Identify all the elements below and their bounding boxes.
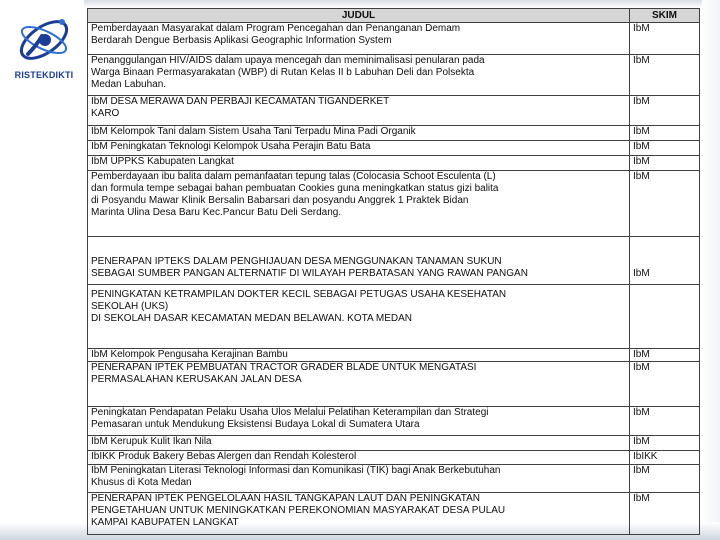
judul-cell: IbM Kerupuk Kulit Ikan Nila [88,436,630,451]
table-row [88,55,700,96]
judul-cell: IbM UPPKS Kabupaten Langkat [88,156,630,171]
table-row [88,141,700,156]
skim-cell: IbIKK [630,451,700,465]
table-row [88,96,700,126]
table-row [88,349,700,362]
skim-cell: IbM [630,126,700,141]
skim-cell: IbM [630,362,700,407]
program-table-container [87,8,700,539]
skim-cell: IbM [630,23,700,55]
judul-cell: IbM Peningkatan Teknologi Kelompok Usaha Perajin Batu Bata [88,141,630,156]
table-row [88,493,700,535]
judul-cell: IbM Kelompok Tani dalam Sistem Usaha Tani Terpadu Mina Padi Organik [88,126,630,141]
ristekdikti-emblem-icon [12,10,76,68]
judul-cell: Pemberdayaan ibu balita dalam pemanfaatan tepung talas (Colocasia Schoot Esculenta (L) dan formula tempe sebagai bahan pembuatan Cookies guna meningkatkan status gizi balita di Posyandu Mawar Klinik Bersalin Babarsari dan posyandu Anggrek 1 Praktek Bidan Marinta Ulina Desa Baru Kec.Pancur Batu Deli Serdang. [88,171,630,237]
skim-cell: IbM [630,55,700,96]
table-row [88,126,700,141]
ristekdikti-logo [12,10,76,86]
skim-cell: IbM [630,493,700,535]
top-shade [0,0,720,8]
table-row [88,436,700,451]
skim-cell: IbM [630,465,700,493]
table-row [88,362,700,407]
table-row [88,285,700,349]
table-row [88,451,700,465]
column-header-skim: SKIM [630,9,700,23]
judul-cell: IbIKK Produk Bakery Bebas Alergen dan Rendah Kolesterol [88,451,630,465]
judul-cell: PENERAPAN IPTEKS DALAM PENGHIJAUAN DESA MENGGUNAKAN TANAMAN SUKUN SEBAGAI SUMBER PANGAN ALTERNATIF DI WILAYAH PERBATASAN YANG RAWAN PANGAN [88,237,630,285]
skim-cell: IbM [630,141,700,156]
skim-cell: IbM [630,407,700,436]
judul-cell: PENINGKATAN KETRAMPILAN DOKTER KECIL SEBAGAI PETUGAS USAHA KESEHATAN SEKOLAH (UKS) DI SEKOLAH DASAR KECAMATAN MEDAN BELAWAN. KOTA MEDAN [88,285,630,349]
skim-cell: IbM [630,96,700,126]
table-row [88,156,700,171]
table-row [88,465,700,493]
table-row [88,407,700,436]
judul-cell: IbM Peningkatan Literasi Teknologi Informasi dan Komunikasi (TIK) bagi Anak Berkebutuhan Khusus di Kota Medan [88,465,630,493]
judul-cell: Peningkatan Pendapatan Pelaku Usaha Ulos Melalui Pelatihan Keterampilan dan Strategi Pemasaran untuk Mendukung Eksistensi Budaya Lokal di Sumatera Utara [88,407,630,436]
skim-cell [630,285,700,349]
judul-cell: Pemberdayaan Masyarakat dalam Program Pencegahan dan Penanganan Demam Berdarah Dengue Berbasis Aplikasi Geographic Information System [88,23,630,55]
judul-cell: IbM DESA MERAWA DAN PERBAJI KECAMATAN TIGANDERKET KARO [88,96,630,126]
table-row [88,171,700,237]
skim-cell: IbM [630,171,700,237]
judul-cell: Penanggulangan HIV/AIDS dalam upaya mencegah dan meminimalisasi penularan pada Warga Binaan Permasyarakatan (WBP) di Rutan Kelas II b Labuhan Deli dan Polsekta Medan Labuhan. [88,55,630,96]
judul-cell: PENERAPAN IPTEK PEMBUATAN TRACTOR GRADER BLADE UNTUK MENGATASI PERMASALAHAN KERUSAKAN JALAN DESA [88,362,630,407]
column-header-judul: JUDUL [88,9,630,23]
skim-cell: IbM [630,436,700,451]
skim-cell: IbM [630,237,700,285]
right-margin [702,0,720,540]
judul-cell: IbM Kelompok Pengusaha Kerajinan Bambu [88,349,630,362]
logo-label: RISTEKDIKTI [14,70,74,80]
judul-cell: PENERAPAN IPTEK PENGELOLAAN HASIL TANGKAPAN LAUT DAN PENINGKATAN PENGETAHUAN UNTUK MENINGKATKAN PEREKONOMIAN MASYARAKAT DESA PULAU KAMPAI KABUPATEN LANGKAT [88,493,630,535]
skim-cell: IbM [630,349,700,362]
skim-cell: IbM [630,156,700,171]
program-table [87,8,700,535]
table-row [88,237,700,285]
table-row [88,23,700,55]
table-header-row [88,9,700,23]
